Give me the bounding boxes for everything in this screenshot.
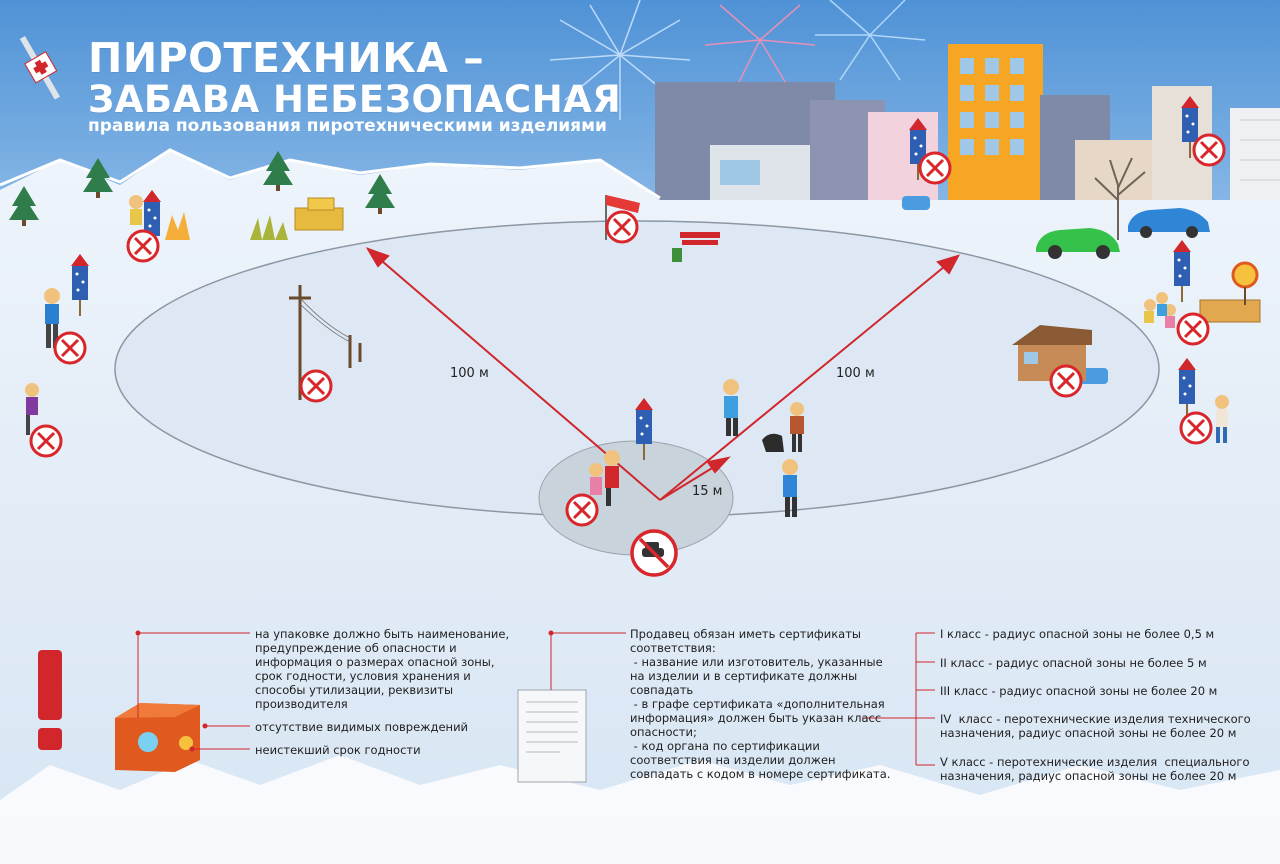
certificate-line: информация» должен быть указан класс bbox=[630, 711, 882, 725]
packaging-line: на упаковке должно быть наименование, bbox=[255, 627, 510, 641]
no-damage-note: отсутствие видимых повреждений bbox=[255, 720, 469, 734]
distance-label-inner: 15 м bbox=[692, 484, 723, 499]
certificate-line: - название или изготовитель, указанные bbox=[630, 655, 883, 669]
class-3: III класс - радиус опасной зоны не более 20 м bbox=[940, 684, 1218, 698]
class-4 bbox=[940, 712, 1251, 740]
certificate-line: совпадать с кодом в номере сертификата. bbox=[630, 767, 891, 781]
class-2: II класс - радиус опасной зоны не более 5 м bbox=[940, 656, 1207, 670]
certificate-line: соответствия: bbox=[630, 641, 716, 655]
certificate-line: на изделии и в сертификате должны bbox=[630, 669, 858, 683]
class-4-line2: назначения, радиус опасной зоны не более 20 м bbox=[940, 726, 1237, 740]
certificate-line: совпадать bbox=[630, 683, 694, 697]
class-5 bbox=[940, 755, 1250, 783]
packaging-line: производителя bbox=[255, 697, 348, 711]
expiry-note: неистекший срок годности bbox=[255, 743, 421, 757]
certificate-line: Продавец обязан иметь сертификаты bbox=[630, 627, 862, 641]
page-title-line2: ЗАБАВА НЕБЕЗОПАСНАЯ bbox=[88, 78, 622, 121]
class-1: I класс - радиус опасной зоны не более 0,5 м bbox=[940, 627, 1215, 641]
class-5-line2: назначения, радиус опасной зоны не более 20 м bbox=[940, 769, 1237, 783]
class-5-line1: V класс - перотехнические изделия специального bbox=[940, 755, 1250, 769]
page-subtitle: правила пользования пиротехническими изделиями bbox=[88, 116, 607, 136]
packaging-line: срок годности, условия хранения и bbox=[255, 669, 471, 683]
certificate-line: опасности; bbox=[630, 725, 697, 739]
distance-label-right: 100 м bbox=[836, 366, 875, 381]
certificate-line: - в графе сертификата «дополнительная bbox=[630, 697, 885, 711]
class-4-line1: IV класс - перотехнические изделия технического bbox=[940, 712, 1251, 726]
certificate-line: - код органа по сертификации bbox=[630, 739, 820, 753]
packaging-line: информация о размерах опасной зоны, bbox=[255, 655, 495, 669]
distance-label-left: 100 м bbox=[450, 366, 489, 381]
packaging-line: способы утилизации, реквизиты bbox=[255, 683, 454, 697]
certificate-requirements bbox=[630, 627, 890, 781]
certificate-line: соответствия на изделии должен bbox=[630, 753, 836, 767]
packaging-requirements bbox=[255, 627, 509, 711]
page-title-line1: ПИРОТЕХНИКА – bbox=[88, 34, 485, 82]
packaging-line: предупреждение об опасности и bbox=[255, 641, 457, 655]
